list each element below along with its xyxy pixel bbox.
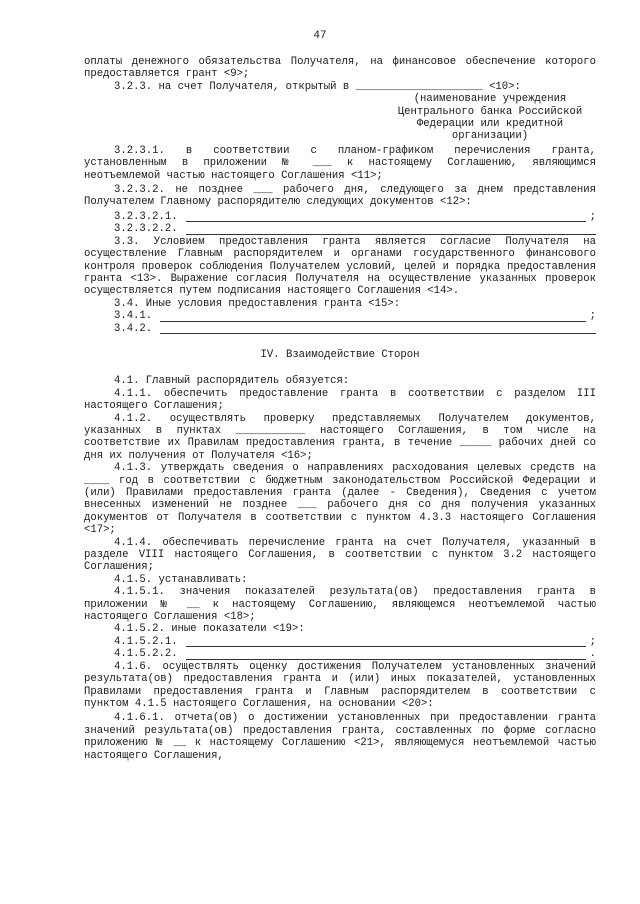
paragraph: оплаты денежного обязательства Получателя, на финансовое обеспечение которого предоставляется грант <9>;: [84, 56, 596, 81]
paragraph-4-1-6: 4.1.6. осуществлять оценку достижения Получателем установленных значений результата(ов) предоставления гранта и (или) иных показателей, установленных Правилами предоставления гранта и Главным распорядителем в соответствии с пунктом 4.1.5 настоящего Соглашения, на основании <20>:: [84, 660, 596, 710]
fill-line-terminator: ;: [589, 635, 596, 648]
fill-line-3-2-3-2-1: [84, 211, 596, 223]
fill-line-label: 3.4.2.: [114, 322, 153, 335]
fill-line-4-1-5-2-1: [84, 636, 596, 648]
institution-caption: (наименование учреждения Центрального банка Российской Федерации или кредитной организации): [397, 93, 583, 143]
fill-line: [186, 649, 586, 660]
paragraph-4-1-5-2: 4.1.5.2. иные показатели <19>:: [114, 623, 305, 636]
section-heading: IV. Взаимодействие Сторон: [260, 348, 420, 361]
page-number: 47: [313, 30, 327, 42]
paragraph-4-1-6-1: 4.1.6.1. отчета(ов) о достижении установленных при предоставлении гранта значений результата(ов) предоставления гранта, составленных по форме согласно приложению № __ к настоящему Соглашению <21>, являющемуся неотъемлемой частью настоящего Соглашения,: [84, 712, 596, 762]
paragraph-4-1: 4.1. Главный распорядитель обязуется:: [114, 375, 350, 388]
fill-line-terminator: .: [589, 648, 596, 661]
paragraph-3-2-3: 3.2.3. на счет Получателя, открытый в ____________________ <10>:: [114, 80, 521, 93]
paragraph-3-2-3-2: 3.2.3.2. не позднее ___ рабочего дня, следующего за днем представления Получателем Главному распорядителю следующих документов <12>:: [84, 184, 596, 209]
fill-line-label: 3.2.3.2.2.: [114, 223, 178, 236]
fill-line: [160, 323, 596, 334]
document-body: [84, 56, 596, 762]
fill-line-terminator: ;: [589, 210, 596, 223]
fill-line: [186, 211, 586, 222]
fill-line-3-2-3-2-2: [84, 223, 596, 235]
fill-line-3-4-2: [84, 323, 596, 335]
paragraph-3-3: 3.3. Условием предоставления гранта является согласие Получателя на осуществление Главным распорядителем и органами государственного финансового контроля проверок соблюдения Получателем условий, целей и порядка предоставления гранта <13>. Выражение согласия Получателя на осуществление указанных проверок осуществляется путем подписания настоящего Соглашения <14>.: [84, 235, 596, 298]
fill-line-label: 3.4.1.: [114, 310, 153, 323]
paragraph-3-2-3-1: 3.2.3.1. в соответствии с планом-графиком перечисления гранта, установленным в приложении № ___ к настоящему Соглашению, являющимся неотъемлемой частью настоящего Соглашения <11>;: [84, 144, 596, 182]
paragraph-4-1-1: 4.1.1. обеспечить предоставление гранта в соответствии с разделом III настоящего Соглашения;: [84, 387, 596, 413]
paragraph-4-1-3: 4.1.3. утверждать сведения о направлениях расходования целевых средств на ____ год в соответствии с бюджетным законодательством Российской Федерации и (или) Правилами предоставления гранта (далее - Сведения), Сведения с учетом внесенных изменений не позднее ___ рабочего дня со дня получения указанных документов от Получателя в соответствии с пунктом 4.3.3 настоящего Соглашения <17>;: [84, 462, 596, 537]
fill-line-label: 4.1.5.2.1.: [114, 635, 178, 648]
fill-line-label: 3.2.3.2.1.: [114, 210, 178, 223]
fill-line-terminator: ;: [589, 310, 596, 323]
paragraph-3-4: 3.4. Иные условия предоставления гранта <15>:: [114, 297, 401, 310]
paragraph-4-1-2: 4.1.2. осуществлять проверку представляемых Получателем документов, указанных в пунктах ___________ настоящего Соглашения, в том числе на соответствие их Правилам предоставления гранта, в течение _____ рабочих дней со дня их получения от Получателя <16>;: [84, 412, 596, 462]
paragraph-4-1-4: 4.1.4. обеспечивать перечисление гранта на счет Получателя, указанный в разделе VIII настоящего Соглашения, в соответствии с пунктом 3.2 настоящего Соглашения;: [84, 536, 596, 574]
paragraph-4-1-5: 4.1.5. устанавливать:: [114, 573, 248, 586]
fill-line: [160, 311, 585, 322]
fill-line-label: 4.1.5.2.2.: [114, 648, 178, 661]
fill-line: [186, 636, 586, 647]
fill-line-4-1-5-2-2: [84, 648, 596, 660]
fill-line-3-4-1: [84, 310, 596, 322]
fill-line: [186, 224, 596, 235]
paragraph-4-1-5-1: 4.1.5.1. значения показателей результата(ов) предоставления гранта в приложении № __ к настоящему Соглашению, являющемся неотъемлемой частью настоящего Соглашения <18>;: [84, 586, 596, 624]
